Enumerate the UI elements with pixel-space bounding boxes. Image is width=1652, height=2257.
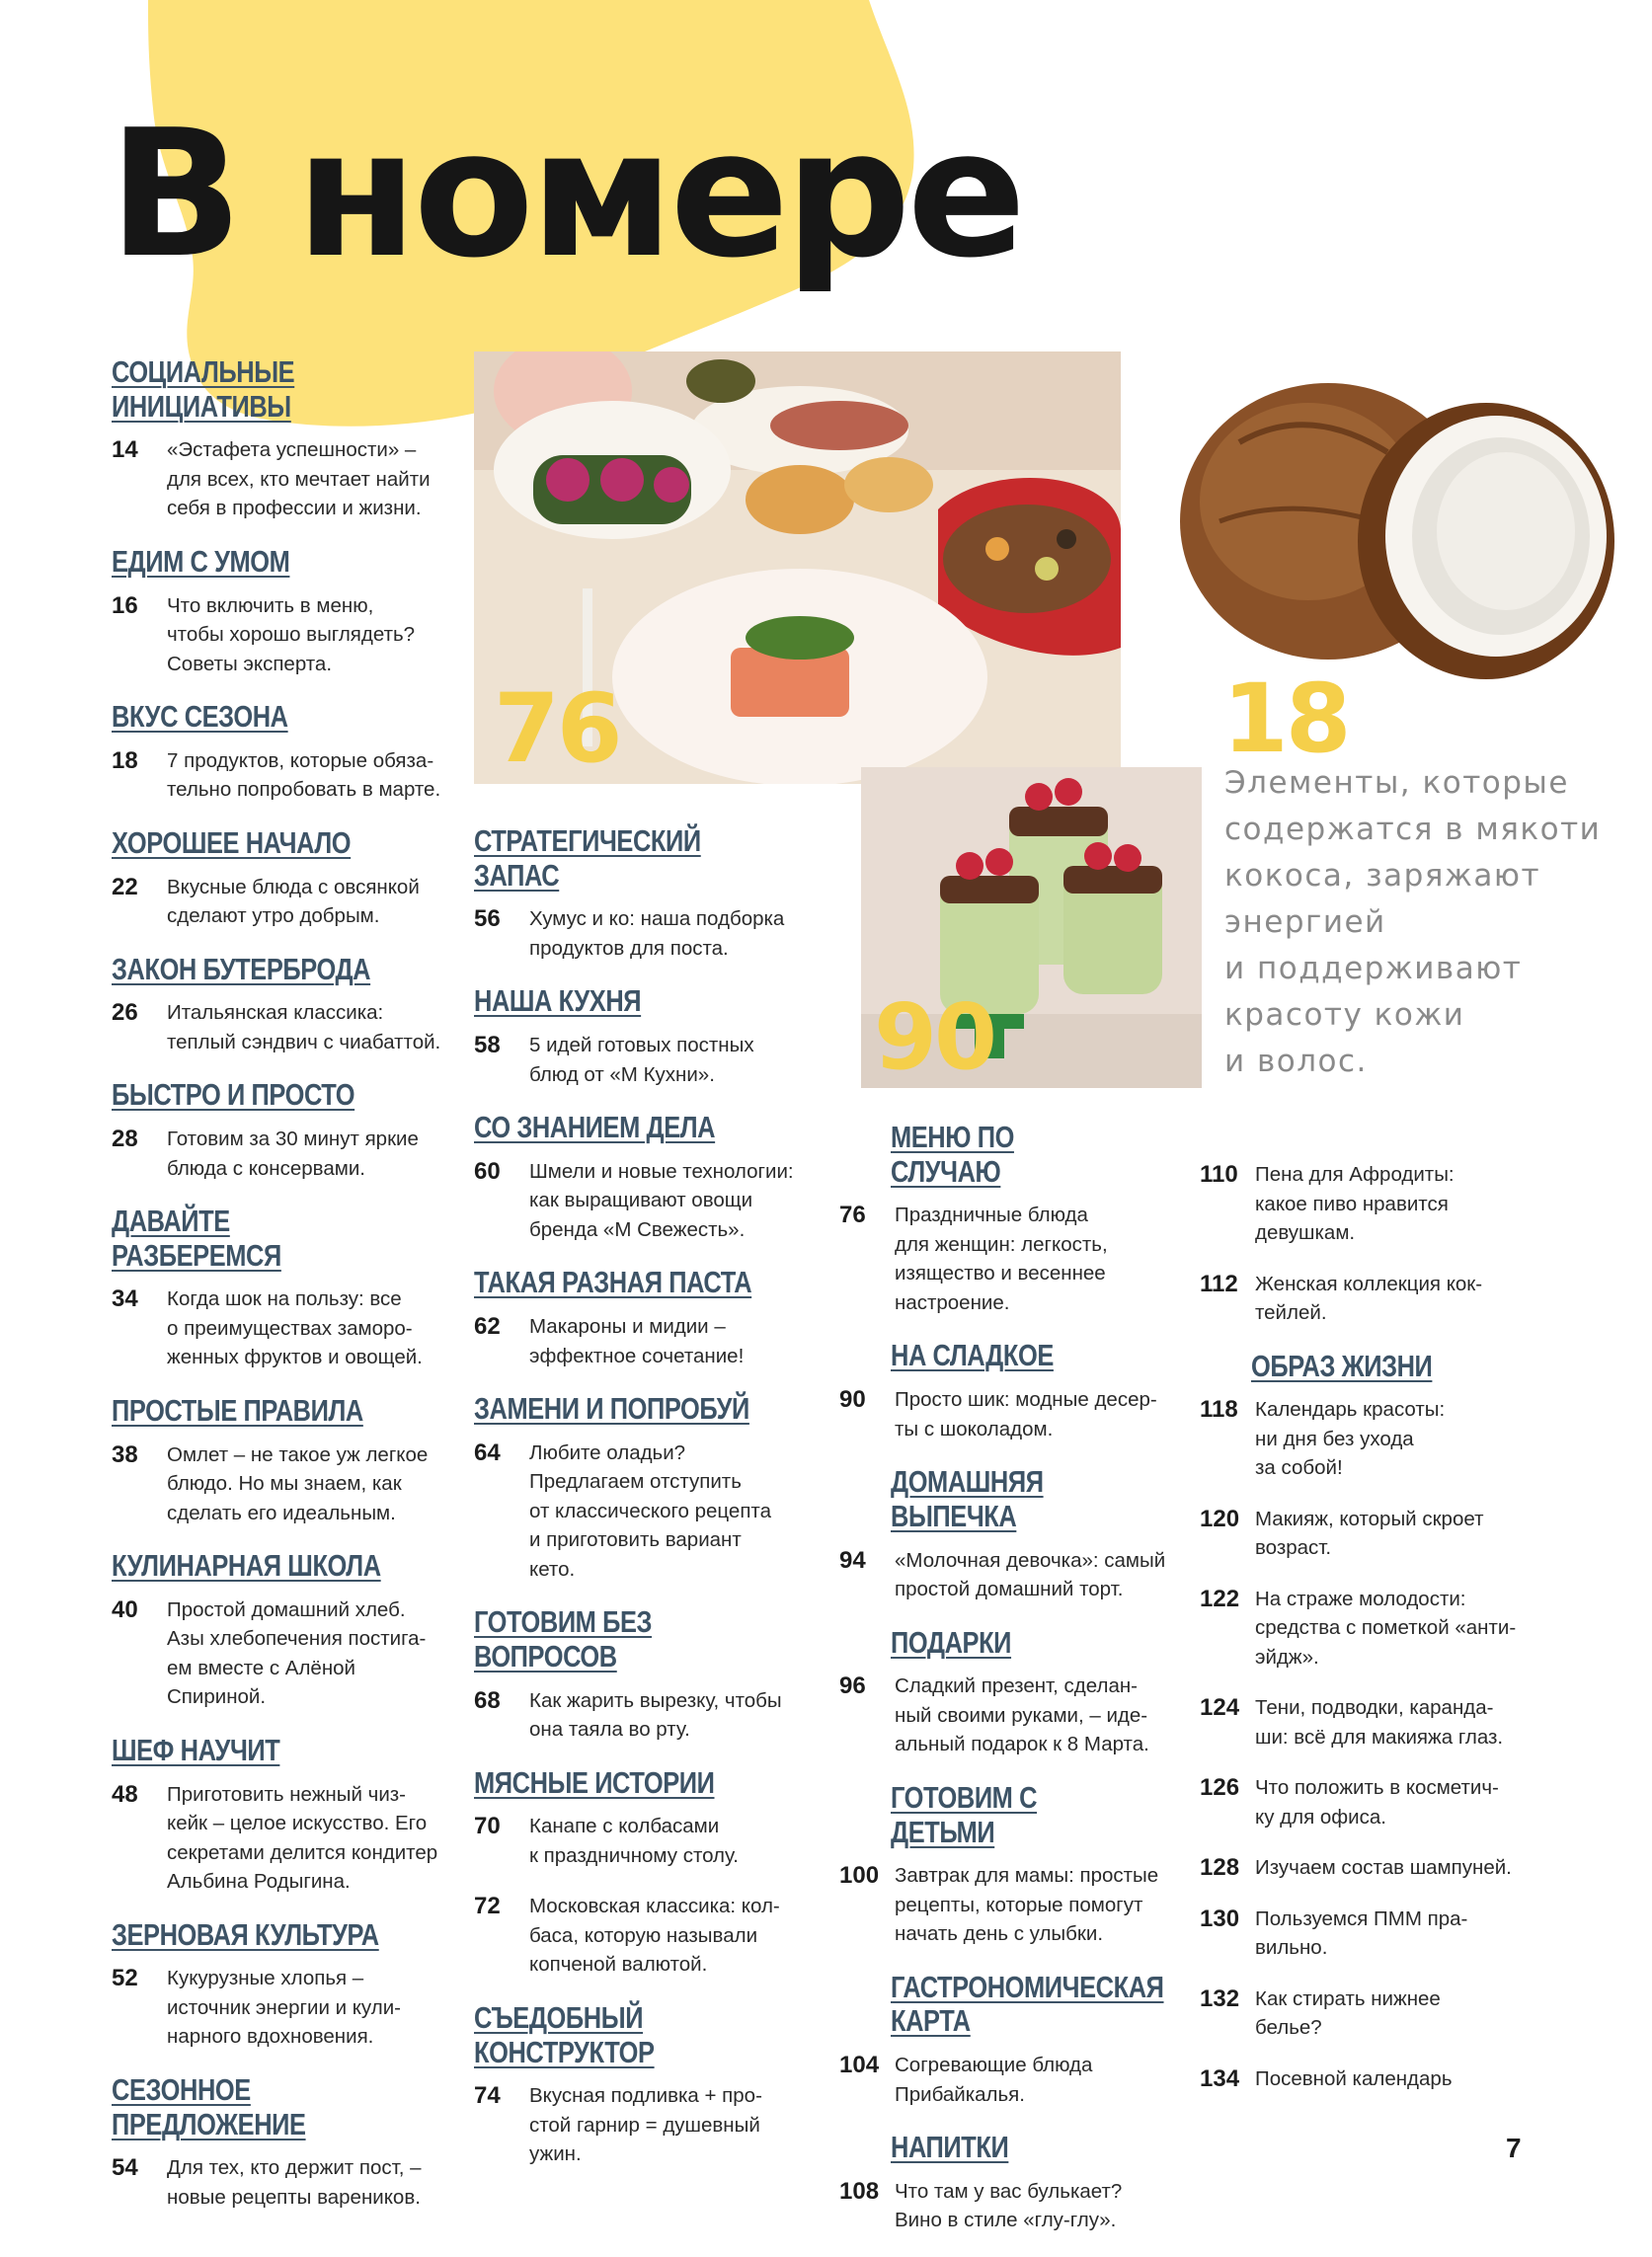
toc-entry[interactable] [112, 1964, 447, 2052]
page-number: 108 [839, 2177, 880, 2205]
toc-section [839, 2131, 1175, 2235]
entry-description: Просто шик: модные десер- ты с шоколадом. [895, 1388, 1157, 1440]
toc-section [839, 1781, 1175, 1949]
toc-entry[interactable] [839, 1672, 1175, 1759]
entry-description: Хумус и ко: наша подборка продуктов для поста. [529, 907, 785, 960]
toc-section [112, 1734, 447, 1897]
toc-entry[interactable] [112, 1595, 447, 1712]
entry-description: Праздничные блюда для женщин: легкость, изящество и весеннее настроение. [895, 1204, 1108, 1314]
entry-description: Завтрак для мамы: простые рецепты, которые помогут начать день с улыбки. [895, 1864, 1159, 1946]
toc-entry[interactable] [474, 1812, 820, 1870]
toc-entry[interactable] [839, 2177, 1175, 2235]
toc-section [474, 2001, 820, 2169]
toc-section [112, 700, 447, 805]
toc-column-4 [1200, 1160, 1555, 2115]
toc-entry[interactable] [112, 998, 447, 1056]
entry-description: Тени, подводки, каранда- ши: всё для макияжа глаз. [1255, 1696, 1504, 1749]
page-number: 72 [474, 1893, 501, 1920]
toc-section [474, 1766, 820, 1980]
section-title: ВКУС СЕЗОНА [112, 699, 288, 735]
entry-description: Календарь красоты: ни дня без ухода за собой! [1255, 1398, 1446, 1480]
entry-description: «Эстафета успешности» – для всех, кто мечтает найти себя в профессии и жизни. [167, 438, 431, 520]
entry-description: Посевной календарь [1255, 2066, 1453, 2090]
section-title: ПРОСТЫЕ ПРАВИЛА [112, 1392, 363, 1428]
toc-entry[interactable] [474, 1031, 820, 1089]
entry-description: 7 продуктов, которые обяза- тельно попробовать в марте. [167, 748, 441, 802]
toc-entry[interactable] [112, 746, 447, 805]
entry-description: Простой домашний хлеб. Азы хлебопечения постига- ем вместе с Алёной Спириной. [167, 1597, 427, 1709]
toc-entry[interactable] [839, 1546, 1175, 1604]
section-title: ГАСТРОНОМИЧЕСКАЯ КАРТА [891, 1969, 1164, 2039]
toc-section [112, 953, 447, 1057]
section-title: НАША КУХНЯ [474, 983, 642, 1019]
toc-entry[interactable] [1200, 1905, 1555, 1963]
entry-description: Что положить в косметич- ку для офиса. [1255, 1776, 1499, 1829]
page-number: 118 [1200, 1396, 1238, 1424]
page-number: 54 [112, 2154, 138, 2182]
section-title: МЯСНЫЕ ИСТОРИИ [474, 1764, 715, 1800]
page-number: 100 [839, 1862, 880, 1890]
toc-entry[interactable] [474, 1312, 820, 1370]
coconut-description: Элементы, которые содержатся в мякоти кокоса, заряжают энергией и поддерживают красоту кожи и волос. [1224, 765, 1602, 1079]
page-number: 130 [1200, 1905, 1240, 1932]
section-title: СЕЗОННОЕ ПРЕДЛОЖЕНИЕ [112, 2071, 306, 2141]
entry-description: Для тех, кто держит пост, – новые рецепты вареников. [167, 2156, 422, 2209]
page-number-footer: 7 [1506, 2133, 1522, 2163]
toc-entry[interactable] [1200, 1985, 1555, 2043]
page-number: 34 [112, 1285, 138, 1313]
feature-number-76: 76 [494, 673, 620, 784]
entry-description: Омлет – не такое уж легкое блюдо. Но мы знаем, как сделать его идеальным. [167, 1442, 429, 1524]
toc-entry[interactable] [839, 2051, 1175, 2109]
toc-entry[interactable] [474, 2081, 820, 2169]
toc-entry[interactable] [474, 904, 820, 963]
entry-description: Согревающие блюда Прибайкалья. [895, 2054, 1093, 2106]
toc-section [112, 545, 447, 678]
section-title: ОБРАЗ ЖИЗНИ [1251, 1348, 1433, 1383]
entry-description: Как стирать нижнее белье? [1255, 1986, 1441, 2040]
section-title: ПОДАРКИ [891, 1624, 1012, 1660]
toc-entry[interactable] [1200, 1853, 1555, 1883]
page-number: 58 [474, 1032, 501, 1059]
section-title: ЗЕРНОВАЯ КУЛЬТУРА [112, 1916, 379, 1952]
section-title: СО ЗНАНИЕМ ДЕЛА [474, 1110, 716, 1145]
page-number: 134 [1200, 2064, 1240, 2092]
entry-description: Итальянская классика: теплый сэндвич с чиабаттой. [167, 1001, 441, 1053]
toc-entry[interactable] [1200, 1505, 1555, 1563]
section-title: КУЛИНАРНАЯ ШКОЛА [112, 1548, 381, 1584]
entry-description: Что там у вас булькает? Вино в стиле «глу-глу». [895, 2179, 1123, 2232]
page-number: 128 [1200, 1854, 1240, 1882]
toc-entry[interactable] [474, 1892, 820, 1980]
toc-section [474, 1111, 820, 1244]
section-title: ЗАКОН БУТЕРБРОДА [112, 951, 371, 986]
toc-entry[interactable] [474, 1439, 820, 1585]
toc-entry[interactable] [1200, 1270, 1555, 1328]
toc-section [112, 2073, 447, 2212]
page-title: В номере [109, 92, 1023, 296]
entry-description: Московская классика: кол- баса, которую называли копченой валютой. [529, 1895, 780, 1977]
page-number: 68 [474, 1686, 501, 1714]
section-title: ГОТОВИМ БЕЗ ВОПРОСОВ [474, 1604, 653, 1674]
toc-section [474, 1266, 820, 1370]
page-number: 18 [112, 746, 138, 774]
page-number: 22 [112, 873, 138, 900]
page-number: 64 [474, 1439, 501, 1466]
toc-entry[interactable] [1200, 1160, 1555, 1248]
page-number: 90 [839, 1386, 866, 1414]
section-title: НАПИТКИ [891, 2130, 1009, 2165]
page-number: 38 [112, 1440, 138, 1468]
entry-description: Женская коллекция кок- тейлей. [1255, 1272, 1483, 1324]
entry-description: Макияж, который скроет возраст. [1255, 1507, 1484, 1560]
page-number: 14 [112, 436, 138, 464]
section-title: ТАКАЯ РАЗНАЯ ПАСТА [474, 1265, 752, 1300]
page-number: 26 [112, 999, 138, 1027]
entry-description: Когда шок на пользу: все о преимуществах заморо- женных фруктов и овощей. [167, 1287, 423, 1369]
toc-column-3 [839, 1121, 1175, 2257]
toc-entry[interactable] [112, 435, 447, 523]
toc-column-2 [474, 824, 820, 2191]
toc-section [112, 1549, 447, 1712]
toc-section [1200, 1350, 1555, 2094]
entry-description: Канапе с колбасами к праздничному столу. [529, 1815, 739, 1867]
entry-description: Кукурузные хлопья – источник энергии и кули- нарного вдохновения. [167, 1967, 401, 2049]
toc-entry[interactable] [839, 1861, 1175, 1949]
page-number: 96 [839, 1673, 866, 1700]
entry-description: Как жарить вырезку, чтобы она таяла во рту. [529, 1688, 782, 1742]
toc-section [474, 824, 820, 963]
page-number: 104 [839, 2052, 880, 2079]
page-number: 62 [474, 1313, 501, 1341]
entry-description: «Молочная девочка»: самый простой домашний торт. [895, 1548, 1166, 1601]
section-title: БЫСТРО И ПРОСТО [112, 1077, 355, 1113]
entry-description: Любите оладьи? Предлагаем отступить от классического рецепта и приготовить вариант кето. [529, 1440, 771, 1581]
entry-description: Шмели и новые технологии: как выращивают овощи бренда «М Свежесть». [529, 1159, 794, 1241]
entry-description: Готовим за 30 минут яркие блюда с консервами. [167, 1128, 419, 1180]
page-number: 76 [839, 1202, 866, 1229]
toc-entry[interactable] [112, 1284, 447, 1372]
entry-description: Макароны и мидии – эффектное сочетание! [529, 1315, 745, 1367]
toc-section [839, 1339, 1175, 1443]
page-number: 48 [112, 1780, 138, 1808]
toc-entry[interactable] [474, 1157, 820, 1245]
entry-description: 5 идей готовых постных блюд от «М Кухни». [529, 1034, 754, 1086]
feature-number-90: 90 [874, 984, 995, 1090]
entry-description: Изучаем состав шампуней. [1255, 1856, 1512, 1880]
page-number: 74 [474, 2082, 501, 2110]
section-title: МЕНЮ ПО СЛУЧАЮ [891, 1120, 1014, 1189]
toc-section [1200, 1160, 1555, 1328]
toc-entry[interactable] [839, 1201, 1175, 1317]
page-number: 16 [112, 591, 138, 619]
page-number: 110 [1200, 1161, 1238, 1188]
section-title: ГОТОВИМ С ДЕТЬМИ [891, 1779, 1038, 1849]
toc-entry[interactable] [1200, 1773, 1555, 1831]
toc-entry[interactable] [1200, 1395, 1555, 1483]
section-title: ЕДИМ С УМОМ [112, 543, 290, 579]
toc-section [112, 1394, 447, 1527]
toc-section [112, 826, 447, 931]
page-number: 28 [112, 1126, 138, 1153]
toc-section [474, 1392, 820, 1584]
toc-column-1 [112, 355, 447, 2233]
page-number: 122 [1200, 1585, 1240, 1612]
section-title: ДАВАЙТЕ РАЗБЕРЕМСЯ [112, 1204, 281, 1273]
section-title: ШЕФ НАУЧИТ [112, 1732, 280, 1767]
toc-section [839, 1465, 1175, 1603]
entry-description: Сладкий презент, сделан- ный своими руками, – иде- альный подарок к 8 Марта. [895, 1674, 1149, 1756]
toc-section [474, 984, 820, 1089]
toc-entry[interactable] [112, 1780, 447, 1897]
toc-entry[interactable] [112, 1125, 447, 1183]
toc-section [839, 1121, 1175, 1317]
page-number: 40 [112, 1595, 138, 1623]
coconut-photo [1160, 373, 1614, 689]
toc-section [112, 1205, 447, 1372]
section-title: ДОМАШНЯЯ ВЫПЕЧКА [891, 1464, 1044, 1533]
toc-entry[interactable] [839, 1385, 1175, 1443]
page-number: 70 [474, 1813, 501, 1840]
entry-description: Приготовить нежный чиз- кейк – целое искусство. Его секретами делится кондитер Альбина Родыгина. [167, 1782, 438, 1894]
page-number: 52 [112, 1965, 138, 1992]
entry-description: Вкусная подливка + про- стой гарнир = душевный ужин. [529, 2084, 762, 2166]
page-number: 132 [1200, 1985, 1240, 2012]
section-title: СЪЕДОБНЫЙ КОНСТРУКТОР [474, 1999, 655, 2069]
page-number: 94 [839, 1546, 866, 1574]
toc-entry[interactable] [112, 873, 447, 931]
toc-entry[interactable] [474, 1686, 820, 1745]
page-number: 124 [1200, 1694, 1240, 1722]
page-number: 120 [1200, 1505, 1240, 1532]
section-title: ХОРОШЕЕ НАЧАЛО [112, 824, 352, 860]
toc-entry[interactable] [1200, 1585, 1555, 1673]
section-title: НА СЛАДКОЕ [891, 1338, 1054, 1373]
entry-description: Вкусные блюда с овсянкой сделают утро добрым. [167, 875, 420, 928]
toc-entry[interactable] [112, 2153, 447, 2212]
page-number: 126 [1200, 1774, 1240, 1802]
entry-description: Что включить в меню, чтобы хорошо выглядеть? Советы эксперта. [167, 593, 416, 675]
toc-entry[interactable] [1200, 2064, 1555, 2094]
toc-section [839, 1626, 1175, 1759]
page-number: 60 [474, 1157, 501, 1185]
toc-entry[interactable] [1200, 1693, 1555, 1751]
section-title: ЗАМЕНИ И ПОПРОБУЙ [474, 1391, 749, 1427]
section-title: СТРАТЕГИЧЕСКИЙ ЗАПАС [474, 823, 701, 893]
section-title: СОЦИАЛЬНЫЕ ИНИЦИАТИВЫ [112, 354, 295, 424]
toc-section [112, 355, 447, 523]
entry-description: Пена для Афродиты: какое пиво нравится девушкам. [1255, 1163, 1455, 1244]
toc-section [112, 1078, 447, 1183]
entry-description: На страже молодости: средства с пометкой «анти- эйдж». [1255, 1587, 1517, 1669]
toc-section [112, 1918, 447, 2052]
toc-entry[interactable] [112, 1440, 447, 1528]
toc-section [474, 1605, 820, 1744]
feature-number-18: 18 [1222, 663, 1349, 774]
toc-section [839, 1971, 1175, 2109]
entry-description: Пользуемся ПММ пра- вильно. [1255, 1907, 1468, 1960]
page-number: 112 [1200, 1270, 1238, 1297]
page-number: 56 [474, 905, 501, 933]
toc-entry[interactable] [112, 591, 447, 679]
